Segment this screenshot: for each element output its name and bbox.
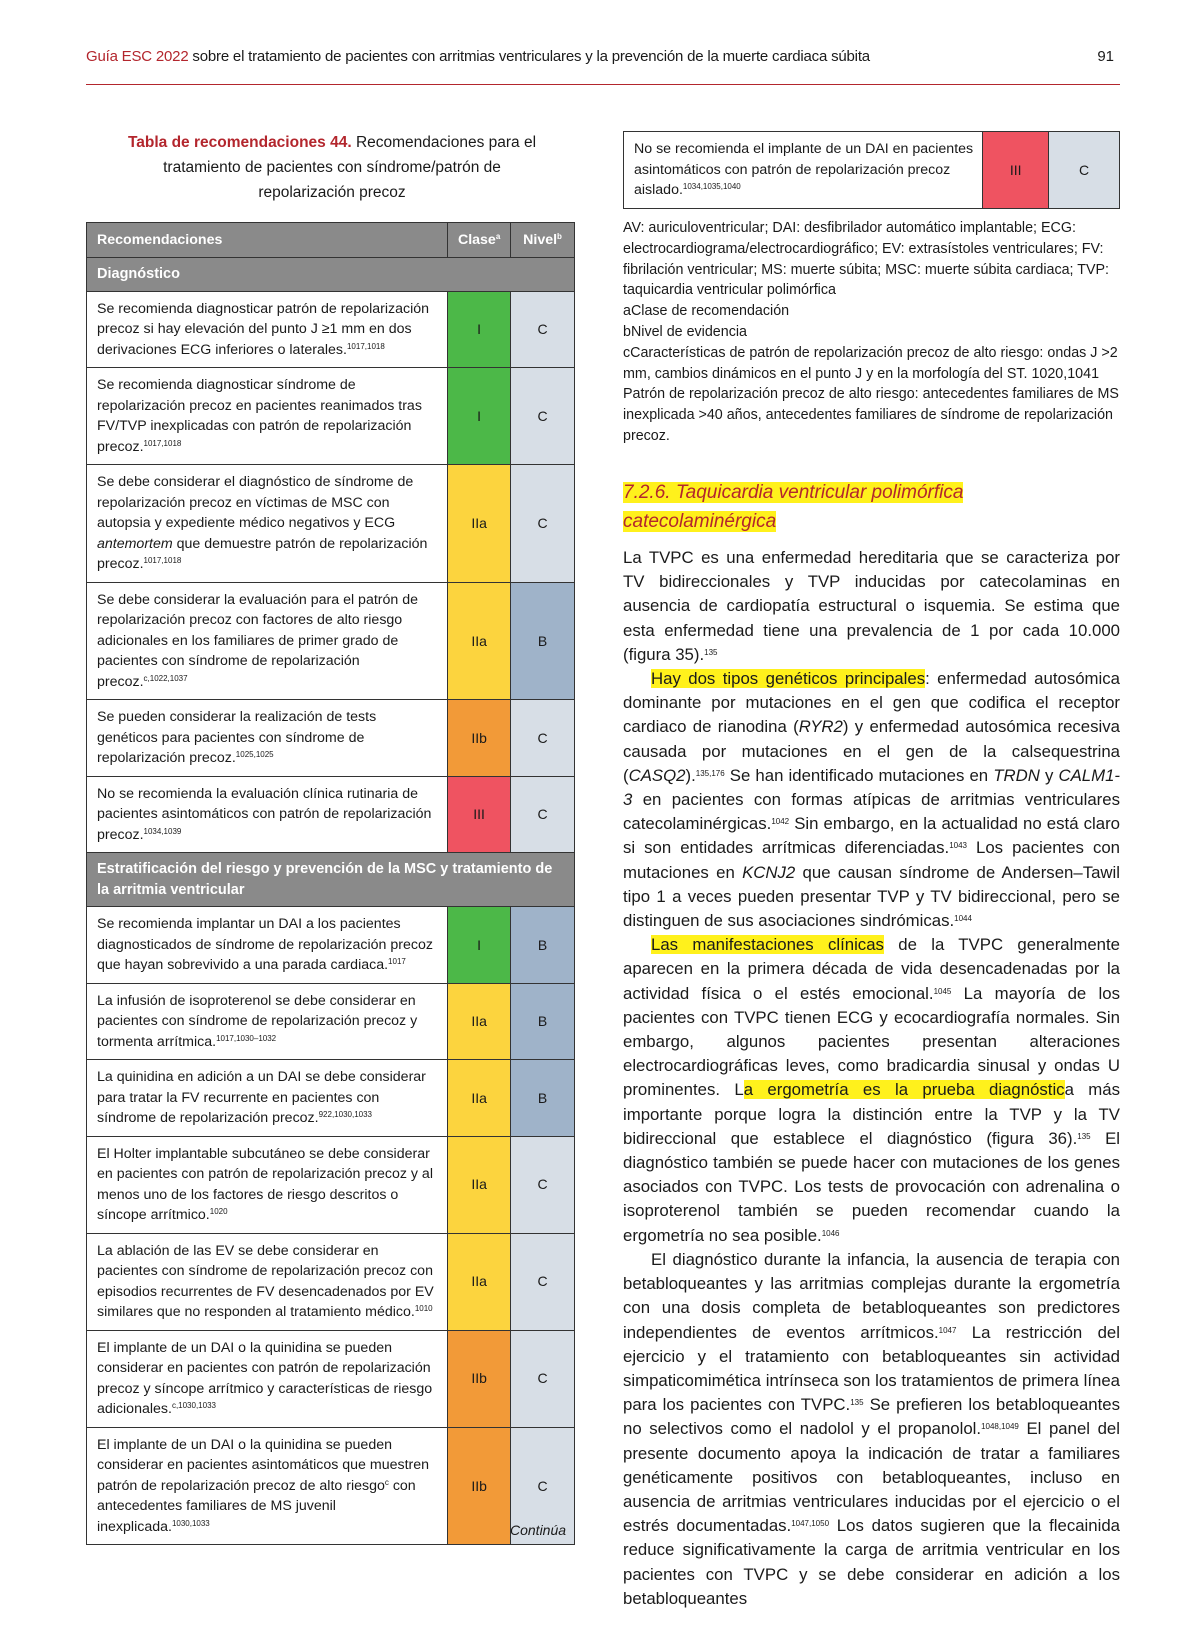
recommendation-text: La quinidina en adición a un DAI se debe considerar para tratar la FV recurrente en pacientes con síndrome de repolarización precoz.$^{922,1030,1033}$	[87, 1060, 448, 1137]
recommendation-text: El implante de un DAI o la quinidina se pueden considerar en pacientes con patrón de repolarización precoz y síncope arrítmico y características de riesgo adicionales.$^{c,1030,1033}$	[87, 1330, 448, 1427]
section-header: Estratificación del riesgo y prevención de la MSC y tratamiento de la arritmia ventricular	[87, 853, 575, 907]
recommendation-text: La infusión de isoproterenol se debe considerar en pacientes con síndrome de repolarización precoz y tormenta arrítmica.$^{1017,1030-1032}$	[87, 983, 448, 1060]
page-number: 91	[1097, 48, 1114, 65]
table-row	[87, 700, 575, 777]
running-header	[86, 44, 1120, 84]
class-badge: IIa	[448, 1060, 511, 1137]
footnote-b: bNivel de evidencia	[623, 323, 747, 340]
level-badge: C	[511, 1233, 575, 1330]
paragraph: Las manifestaciones clínicas de la TVPC generalmente aparecen en la primera década de vida desencadenadas por la actividad física o el estés emocional.$^{1045}$ La mayoría de los pacientes con TVPC tienen ECG y ecocardiografía normales. Sin embargo, algunos pacientes presentan alteraciones electrocardiográficas leves, como bradicardia sinusal y ondas U prominentes. La ergometría es la prueba diagnóstica más importante porque logra la distinción entre la TVP y la TV bidireccional que establece el diagnóstico (figura 36).$^{135}$ El diagnóstico también se puede hacer con mutaciones de los genes asociados con TVPC. Los tests de provocación con adrenalina o isoproterenol también se pueden recomendar cuando la ergometría no sea posible.$^{1046}$	[623, 935, 1120, 1245]
table-caption-text: Recomendaciones para el tratamiento de pacientes con síndrome/patrón de repolarización precoz	[163, 134, 537, 201]
class-badge: IIb	[448, 1427, 511, 1545]
level-badge: B	[511, 907, 575, 984]
recommendation-text: Se recomienda diagnosticar síndrome de repolarización precoz en pacientes reanimados tras FV/TVP inexplicadas con patrón de repolarización precoz.$^{1017,1018}$	[87, 368, 448, 465]
recommendation-text: El Holter implantable subcutáneo se debe considerar en pacientes con patrón de repolarización precoz y al menos uno de los factores de riesgo descritos o síncope arrítmico.$^{1020}$	[87, 1136, 448, 1233]
table-row	[87, 983, 575, 1060]
recommendation-text: Se recomienda implantar un DAI a los pacientes diagnosticados de síndrome de repolarización precoz que hayan sobrevivido a una parada cardiaca.$^{1017}$	[87, 907, 448, 984]
highlight: Las manifestaciones clínicas	[651, 935, 884, 955]
level-badge: C	[511, 291, 575, 368]
table-header-row	[87, 223, 575, 258]
level-badge: B	[511, 582, 575, 700]
table-row	[87, 1427, 575, 1545]
paragraph: Hay dos tipos genéticos principales: enfermedad autosómica dominante por mutaciones en el gen que codifica el receptor cardiaco de rianodina (RYR2) y enfermedad autosómica recesiva causada por mutaciones en el gen de la calsequestrina (CASQ2).$^{135,176}$ Se han identificado mutaciones en TRDN y CALM1-3 en pacientes con formas atípicas de arritmias ventriculares catecolaminérgicas.$^{1042}$ Sin embargo, en la actualidad no está claro si son entidades arrítmicas diferenciadas.$^{1043}$ Los pacientes con mutaciones en KCNJ2 que causan síndrome de Andersen–Tawil tipo 1 a veces pueden presentar TVP y TV bidireccional, pero se distinguen de sus asociaciones sindrómicas.$^{1044}$	[623, 669, 1120, 931]
table-row	[87, 907, 575, 984]
section-title	[623, 478, 1063, 536]
level-badge: C	[1049, 132, 1120, 209]
level-badge: C	[511, 1136, 575, 1233]
header-recommendations: Recomendaciones	[87, 223, 448, 258]
class-badge: I	[448, 368, 511, 465]
table-row	[87, 1330, 575, 1427]
recommendation-text: El implante de un DAI o la quinidina se pueden considerar en pacientes asintomáticos que muestren patrón de repolarización precoz de alto riesgo$^c$ con antecedentes familiares de MS juvenil inexplicada.$^{1030,1033}$	[87, 1427, 448, 1545]
level-badge: B	[511, 983, 575, 1060]
recommendation-text: Se debe considerar la evaluación para el patrón de repolarización precoz con factores de alto riesgo adicionales en los familiares de primer grado de pacientes con síndrome de repolarización precoz.$^{c,1022,1037}$	[87, 582, 448, 700]
continued-table	[623, 131, 1120, 209]
paragraph: La TVPC es una enfermedad hereditaria que se caracteriza por TV bidireccionales y TVP inducidas por catecolaminas en ausencia de cardiopatía estructural o isquemia. Se estima que esta enfermedad tiene una prevalencia de 1 por cada 10.000 (figura 35).$^{135}$	[623, 548, 1120, 664]
body-text	[623, 546, 1120, 1611]
class-badge: IIb	[448, 1330, 511, 1427]
table-row	[87, 291, 575, 368]
header-title	[86, 48, 870, 65]
header-level: Nivel$^b$	[511, 223, 575, 258]
continued-note: Continúa	[510, 1522, 567, 1538]
recommendation-text: Se pueden considerar la realización de tests genéticos para pacientes con síndrome de repolarización precoz.$^{1025,1025}$	[87, 700, 448, 777]
level-badge: C	[511, 1427, 575, 1545]
recommendation-text: La ablación de las EV se debe considerar en pacientes con síndrome de repolarización precoz con episodios recurrentes de FV desencadenados por EV similares que no responden al tratamiento médico.$^{1010}$	[87, 1233, 448, 1330]
level-badge: B	[511, 1060, 575, 1137]
class-badge: IIa	[448, 1233, 511, 1330]
header-class: Clase$^a$	[448, 223, 511, 258]
section-title-text: 7.2.6. Taquicardia ventricular polimórfica catecolaminérgica	[623, 482, 964, 532]
recommendation-text: Se recomienda diagnosticar patrón de repolarización precoz si hay elevación del punto J ≥1 mm en dos derivaciones ECG inferiores o laterales.$^{1017,1018}$	[87, 291, 448, 368]
class-badge: IIa	[448, 983, 511, 1060]
header-title-rest: sobre el tratamiento de pacientes con arritmias ventriculares y la prevención de la muerte cardiaca súbita	[188, 48, 870, 65]
table-row	[87, 776, 575, 853]
header-brand: Guía ESC 2022	[86, 48, 189, 65]
level-badge: C	[511, 776, 575, 853]
class-badge: III	[983, 132, 1049, 209]
table-footnotes	[623, 218, 1123, 447]
table-row	[87, 1060, 575, 1137]
section-header-row	[87, 853, 575, 907]
footnote-a: aClase de recomendación	[623, 303, 790, 320]
class-badge: I	[448, 907, 511, 984]
table-row	[87, 1233, 575, 1330]
class-badge: III	[448, 776, 511, 853]
highlight: Hay dos tipos genéticos principales	[651, 669, 926, 689]
table-row	[87, 582, 575, 700]
recommendation-text: Se debe considerar el diagnóstico de síndrome de repolarización precoz en víctimas de MSC con autopsia y expediente médico negativos y ECG antemortem que demuestre patrón de repolarización precoz.$^{1017,1018}$	[87, 465, 448, 583]
abbreviations: AV: auriculoventricular; DAI: desfibrilador automático implantable; ECG: electrocardiograma/electrocardiográfico; EV: extrasístoles ventriculares; FV: fibrilación ventricular; MS: muerte súbita; MSC: muerte súbita cardiaca; TVP: taquicardia ventricular polimórfica	[623, 220, 1110, 299]
footnote-c: cCaracterísticas de patrón de repolarización precoz de alto riesgo: ondas J >2 mm, cambios dinámicos en el punto J y en la morfología del ST. 1020,1041 Patrón de repolarización precoz de alto riesgo: antecedentes familiares de MS inexplicada >40 años, antecedentes familiares de síndrome de repolarización precoz.	[623, 344, 1119, 444]
recommendation-text: No se recomienda el implante de un DAI en pacientes asintomáticos con patrón de repolarización precoz aislado.$^{1034,1035,1040}$	[624, 132, 983, 209]
table-row	[87, 1136, 575, 1233]
level-badge: C	[511, 368, 575, 465]
table-row	[87, 465, 575, 583]
level-badge: C	[511, 700, 575, 777]
class-badge: IIa	[448, 465, 511, 583]
highlight: a ergometría es la prueba diagnóstic	[743, 1080, 1065, 1100]
table-caption-label: Tabla de recomendaciones 44.	[127, 134, 352, 151]
section-header: Diagnóstico	[87, 258, 575, 292]
table-row	[624, 132, 1120, 209]
level-badge: C	[511, 1330, 575, 1427]
class-badge: I	[448, 291, 511, 368]
paragraph: El diagnóstico durante la infancia, la ausencia de terapia con betabloqueantes y las arritmias complejas durante la ergometría con una dosis completa de betabloqueantes son predictores independientes de eventos arrítmicos.$^{1047}$ La restricción del ejercicio y el tratamiento con betabloqueantes sin actividad simpaticomimética intrínseca son los tratamientos de primera línea para los pacientes con TVPC.$^{135}$ Se prefieren los betabloqueantes no selectivos como el nadolol y el propanolol.$^{1048,1049}$ El panel del presente documento apoya la indicación de tratar a familiares genéticamente positivos con betabloqueantes, incluso en ausencia de arritmias ventriculares inducidas por el ejercicio o el estrés documentadas.$^{1047,1050}$ Los datos sugieren que la flecainida reduce significativamente la carga de arritmia ventricular en los pacientes con TVPC y se debe considerar en adición a los betabloqueantes	[623, 1249, 1120, 1608]
section-header-row	[87, 258, 575, 292]
table-caption	[118, 130, 546, 205]
table-row	[87, 368, 575, 465]
class-badge: IIb	[448, 700, 511, 777]
level-badge: C	[511, 465, 575, 583]
header-divider	[86, 84, 1120, 85]
class-badge: IIa	[448, 1136, 511, 1233]
class-badge: IIa	[448, 582, 511, 700]
recommendations-table	[86, 222, 575, 1545]
recommendation-text: No se recomienda la evaluación clínica rutinaria de pacientes asintomáticos con patrón de repolarización precoz.$^{1034,1039}$	[87, 776, 448, 853]
